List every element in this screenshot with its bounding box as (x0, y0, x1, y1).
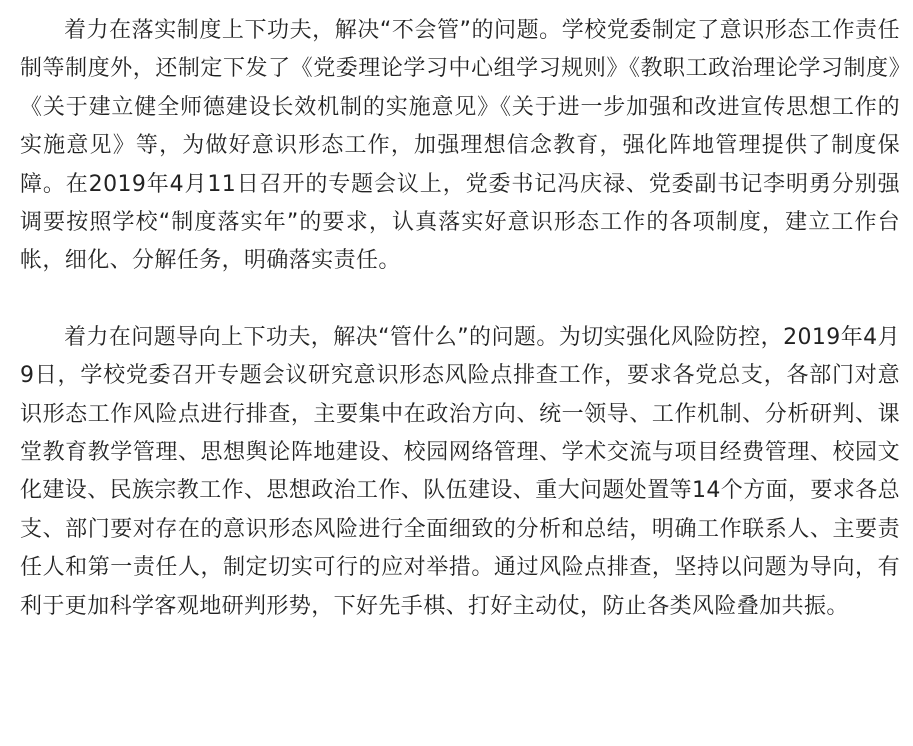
article-body (20, 12, 900, 626)
article-paragraph: 着力在问题导向上下功夫，解决“管什么”的问题。为切实强化风险防控，2019年4月9日，学校党委召开专题会议研究意识形态风险点排查工作，要求各党总支，各部门对意识形态工作风险点进行排查，主要集中在政治方向、统一领导、工作机制、分析研判、课堂教育教学管理、思想舆论阵地建设、校园网络管理、学术交流与项目经费管理、校园文化建设、民族宗教工作、思想政治工作、队伍建设、重大问题处置等14个方面，要求各总支、部门要对存在的意识形态风险进行全面细致的分析和总结，明确工作联系人、主要责任人和第一责任人，制定切实可行的应对举措。通过风险点排查，坚持以问题为导向，有利于更加科学客观地研判形势，下好先手棋、打好主动仗，防止各类风险叠加共振。 (20, 324, 900, 619)
article-paragraph: 着力在落实制度上下功夫，解决“不会管”的问题。学校党委制定了意识形态工作责任制等制度外，还制定下发了《党委理论学习中心组学习规则》《教职工政治理论学习制度》《关于建立健全师德建设长效机制的实施意见》《关于进一步加强和改进宣传思想工作的实施意见》等，为做好意识形态工作，加强理想信念教育，强化阵地管理提供了制度保障。在2019年4月11日召开的专题会议上，党委书记冯庆禄、党委副书记李明勇分别强调要按照学校“制度落实年”的要求，认真落实好意识形态工作的各项制度，建立工作台帐，细化、分解任务，明确落实责任。 (20, 18, 900, 274)
